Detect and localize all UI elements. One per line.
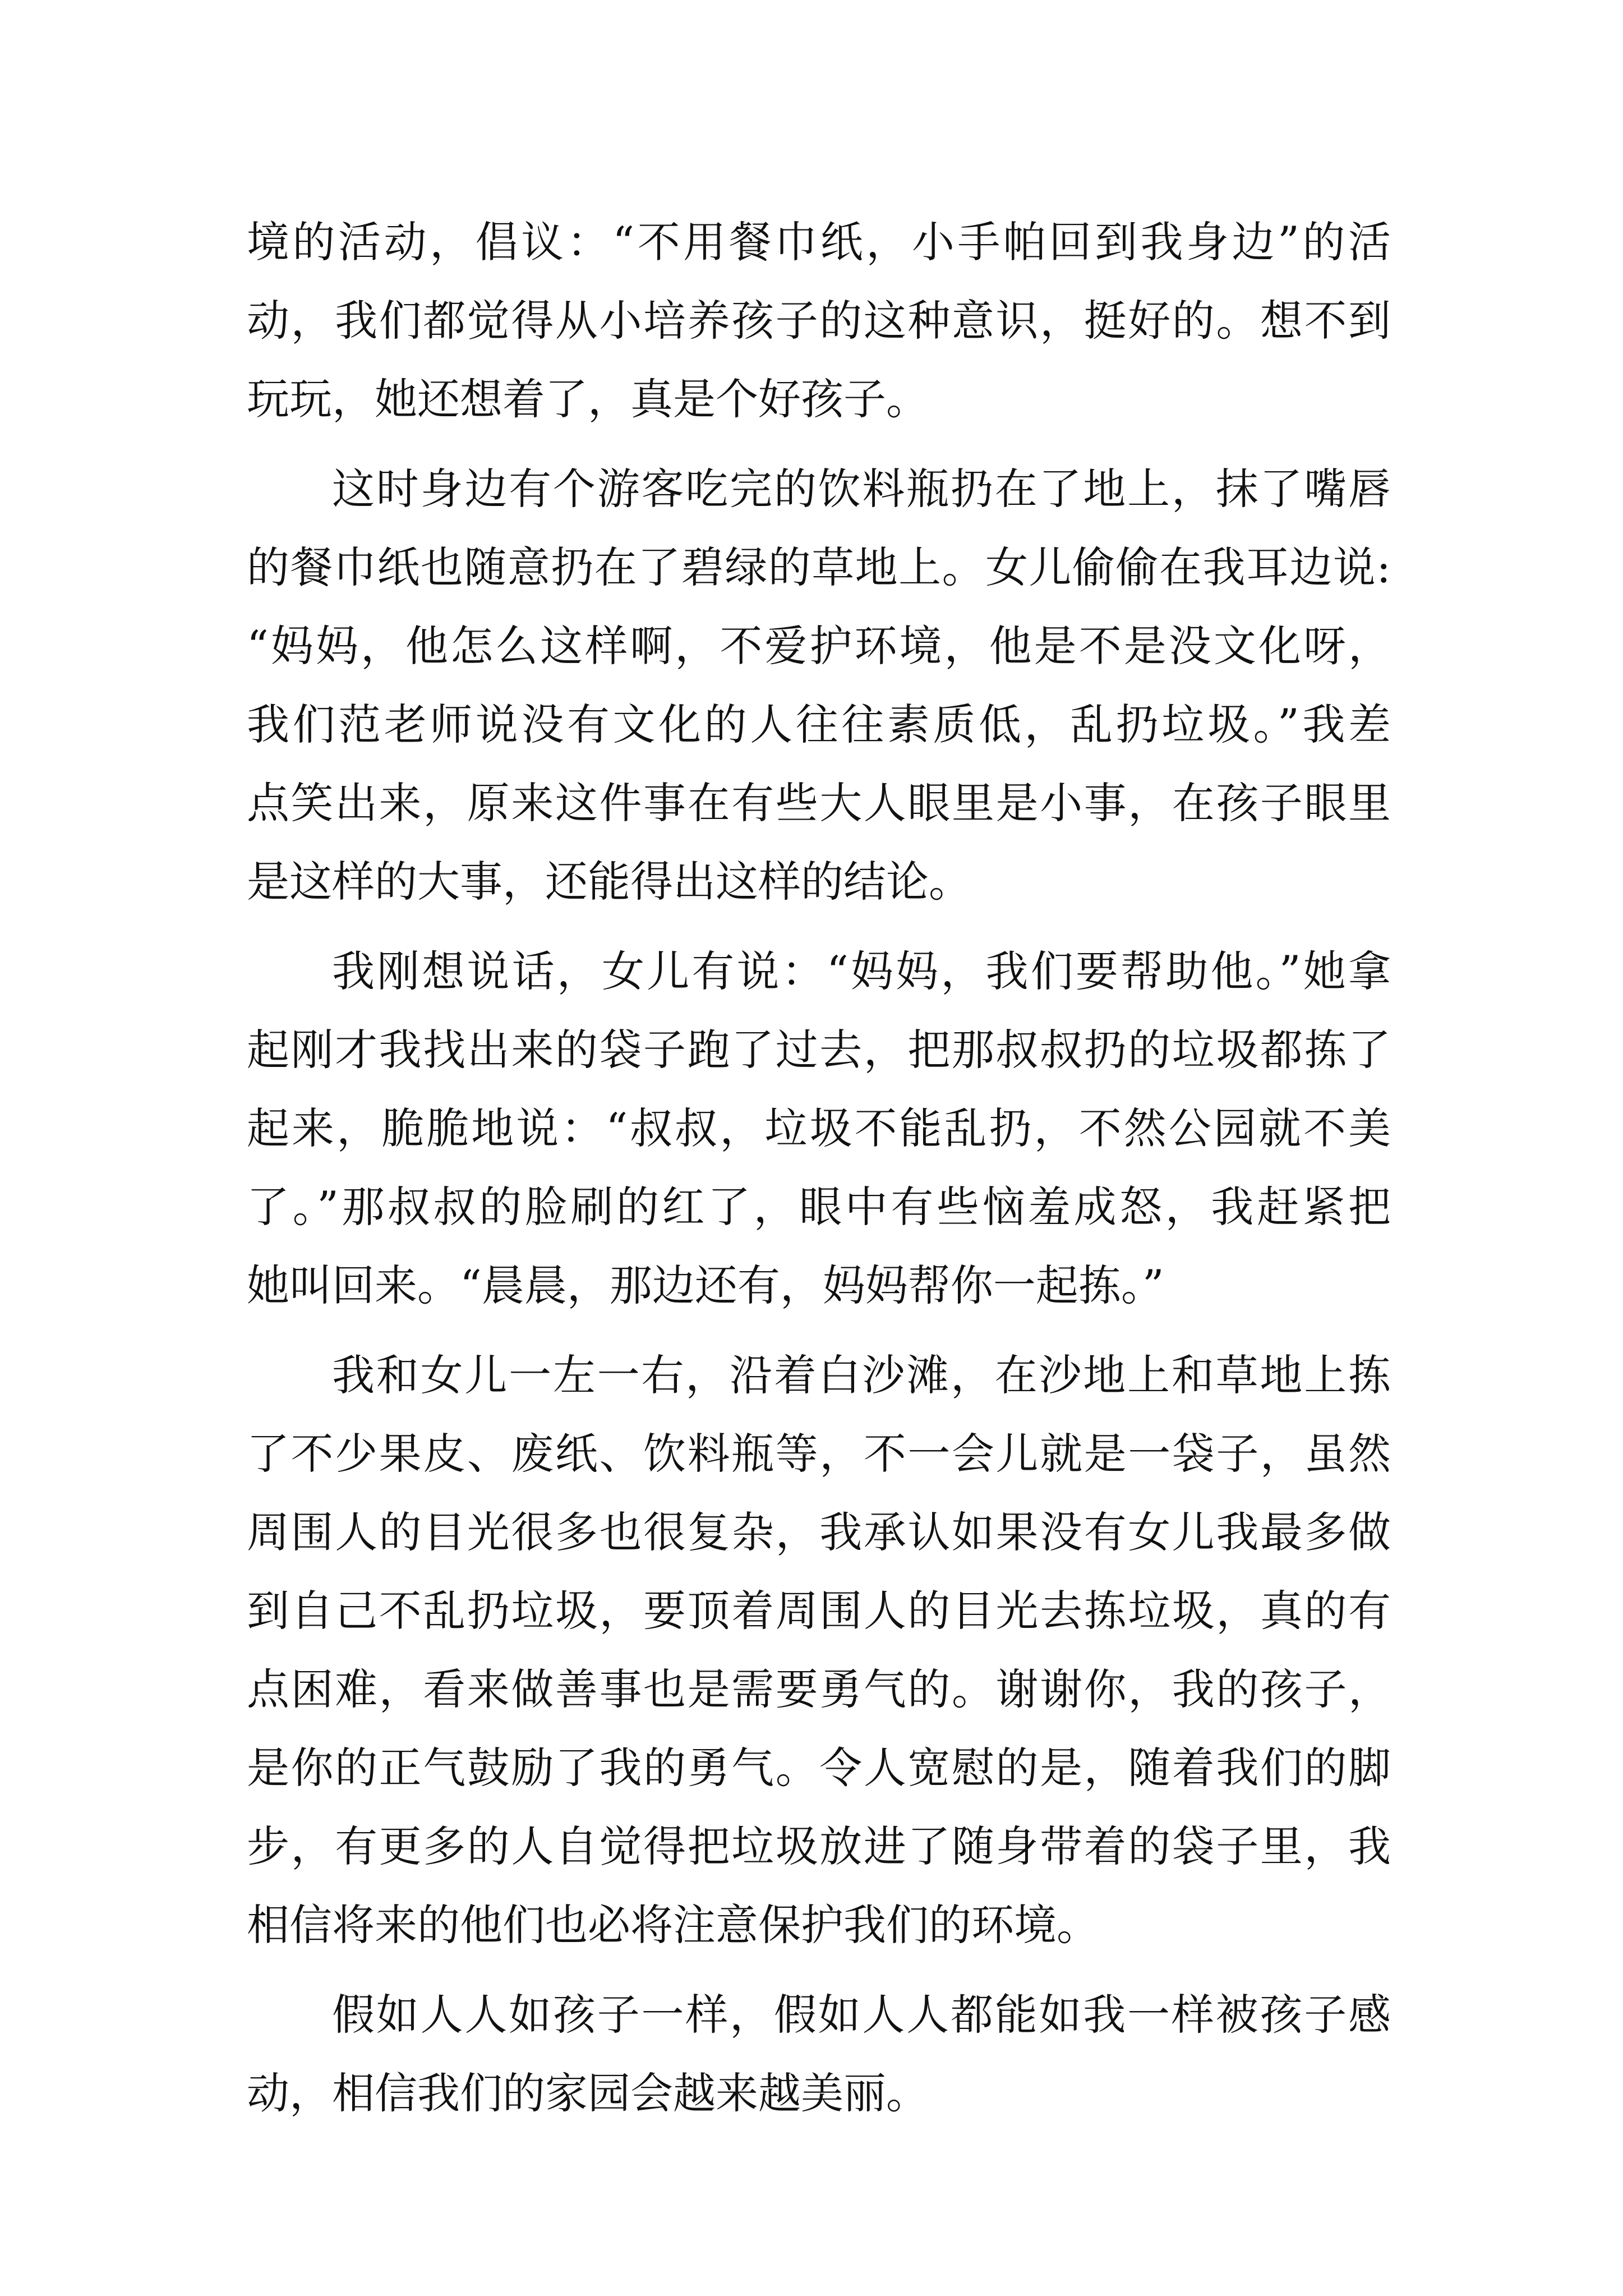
text-line: 周围人的目光很多也很复杂，我承认如果没有女儿我最多做 <box>247 1507 1391 1557</box>
text-line: 是这样的大事，还能得出这样的结论。 <box>247 857 971 907</box>
text-line: 她叫回来。“晨晨，那边还有，妈妈帮你一起拣。” <box>247 1260 1164 1310</box>
text-line: 起来，脆脆地说：“叔叔，垃圾不能乱扔，不然公园就不美 <box>247 1103 1391 1153</box>
text-line: 点困难，看来做善事也是需要勇气的。谢谢你，我的孩子， <box>247 1664 1391 1714</box>
paragraph-gap <box>247 1325 1391 1336</box>
text-line: 了。”那叔叔的脸刷的红了，眼中有些恼羞成怒，我赶紧把 <box>247 1182 1391 1232</box>
paragraph-gap <box>247 1964 1391 1976</box>
text-line: 了不少果皮、废纸、饮料瓶等，不一会儿就是一袋子，虽然 <box>247 1429 1391 1479</box>
text-line: 我和女儿一左一右，沿着白沙滩，在沙地上和草地上拣 <box>332 1350 1391 1400</box>
text-line: 我们范老师说没有文化的人往往素质低，乱扔垃圾。”我差 <box>247 700 1391 749</box>
text-line: 境的活动，倡议：“不用餐巾纸，小手帕回到我身边”的活 <box>247 217 1391 267</box>
text-line: 是你的正气鼓励了我的勇气。令人宽慰的是，随着我们的脚 <box>247 1743 1391 1793</box>
text-line: 假如人人如孩子一样，假如人人都能如我一样被孩子感 <box>332 1990 1391 2040</box>
text-line: 到自己不乱扔垃圾，要顶着周围人的目光去拣垃圾，真的有 <box>247 1586 1391 1636</box>
text-line: 点笑出来，原来这件事在有些大人眼里是小事，在孩子眼里 <box>247 778 1391 828</box>
paragraph-2 <box>247 450 1391 921</box>
paragraph-3 <box>247 932 1391 1325</box>
text-line: “妈妈，他怎么这样啊，不爱护环境，他是不是没文化呀， <box>247 621 1391 671</box>
paragraph-1 <box>247 203 1391 439</box>
text-line: 步，有更多的人自觉得把垃圾放进了随身带着的袋子里，我 <box>247 1821 1391 1871</box>
document-body <box>247 203 1391 2133</box>
paragraph-gap <box>247 439 1391 450</box>
text-line: 起刚才我找出来的袋子跑了过去，把那叔叔扔的垃圾都拣了 <box>247 1025 1391 1075</box>
text-line: 我刚想说话，女儿有说：“妈妈，我们要帮助他。”她拿 <box>332 946 1391 996</box>
text-line: 相信将来的他们也必将注意保护我们的环境。 <box>247 1900 1099 1950</box>
text-line: 玩玩，她还想着了，真是个好孩子。 <box>247 374 929 424</box>
text-line: 的餐巾纸也随意扔在了碧绿的草地上。女儿偷偷在我耳边说: <box>247 542 1391 592</box>
paragraph-4 <box>247 1336 1391 1964</box>
text-line: 动，我们都觉得从小培养孩子的这种意识，挺好的。想不到 <box>247 296 1391 346</box>
paragraph-gap <box>247 921 1391 932</box>
paragraph-5 <box>247 1976 1391 2133</box>
text-line: 这时身边有个游客吃完的饮料瓶扔在了地上，抹了嘴唇 <box>332 464 1391 514</box>
text-line: 动，相信我们的家园会越来越美丽。 <box>247 2068 929 2118</box>
